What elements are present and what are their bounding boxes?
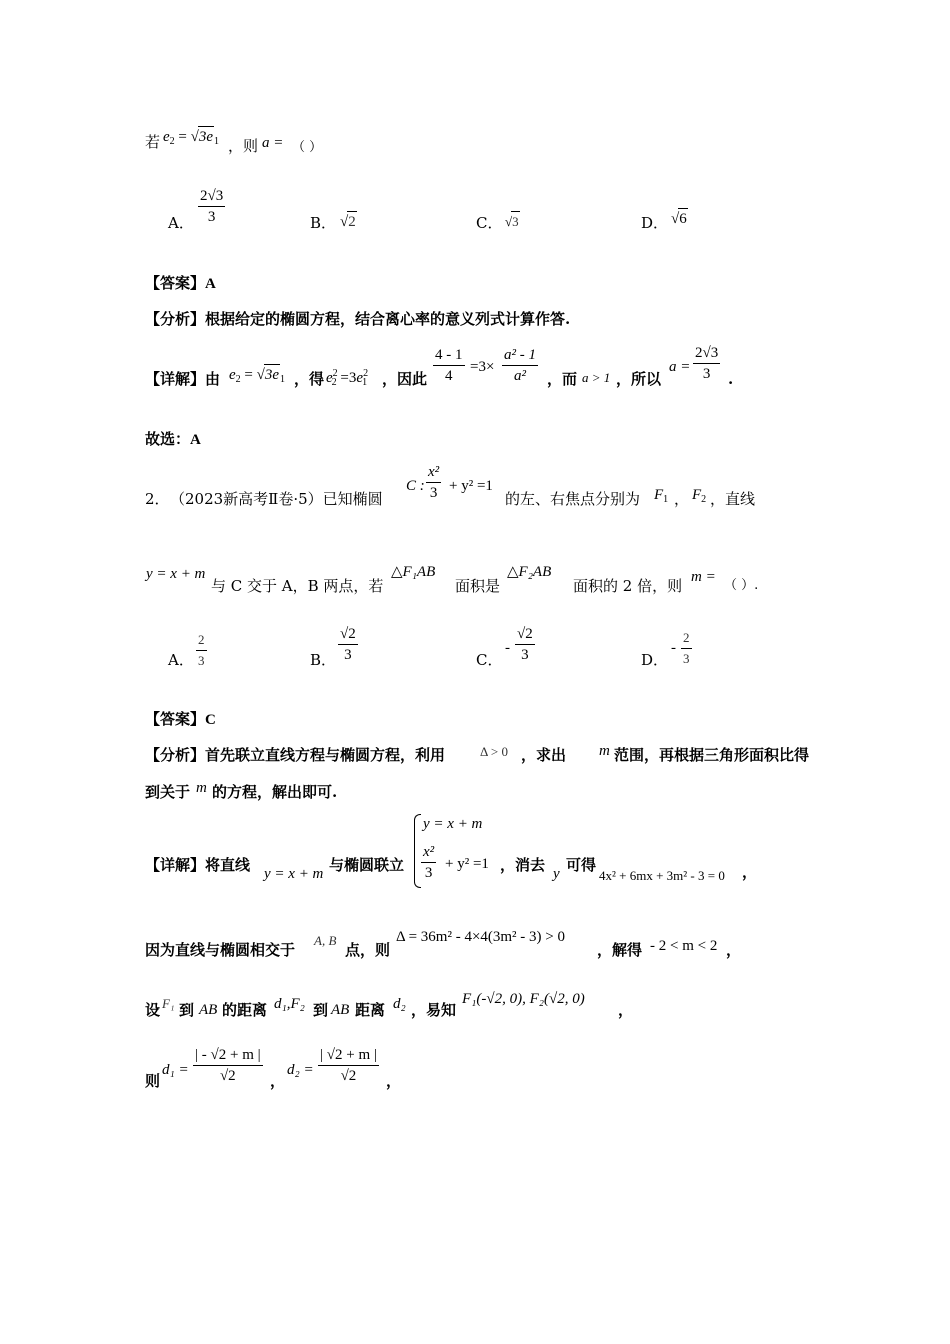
- q2-area-twice: 面积的 2 倍，则: [573, 577, 683, 595]
- q2-F1-var: F₁: [162, 996, 175, 1011]
- q1-detail-label: 【详解】由: [145, 370, 221, 388]
- q1-option-c-label: C．: [476, 214, 503, 232]
- q2-tri1: △F₁AB: [391, 564, 436, 580]
- q2-y-var: y: [553, 866, 560, 882]
- q2-d2-lhs: d₂ =: [287, 1062, 314, 1078]
- q2-m-range: - 2 < m < 2: [650, 938, 718, 954]
- q2-analysis-1b: ，求出: [521, 746, 567, 764]
- q2-option-b-value: $\frac{√2}{3}$: [340, 626, 356, 663]
- q1-option-c-value: √3: [505, 211, 520, 232]
- q2-detail-label: 【详解】将直线: [145, 856, 251, 874]
- q2-intersect: 与 C 交于 A，B 两点，若: [211, 577, 384, 595]
- q1-frac1: $\frac{4 - 1}{4}$: [435, 347, 463, 384]
- q2-d1-frac: $\frac{| - √2 + m |}{√2}$: [195, 1047, 261, 1084]
- q1-option-b-label: B．: [310, 214, 337, 232]
- q1-option-a-label: A．: [168, 214, 194, 232]
- q2-detail-4b: ，: [270, 1072, 286, 1090]
- q2-detail-3g: ，: [618, 1001, 634, 1019]
- q1-option-a-value: $\frac{2√3}{3}$: [200, 188, 224, 225]
- q1-a-eq: a =: [669, 359, 691, 375]
- q1-choose: 故选：A: [145, 430, 201, 448]
- q2-option-c-value: $\frac{√2}{3}$: [517, 626, 533, 663]
- q1-frac2: $\frac{\text{a² - 1}}{\text{a²}}$: [504, 347, 536, 384]
- q2-option-d-label: D．: [641, 651, 669, 669]
- q2-option-a-value: $\frac{2}{3}$: [198, 632, 205, 668]
- q2-sys-tail: + y² =1: [445, 856, 489, 872]
- q2-analysis-line1: 【分析】首先联立直线方程与椭圆方程，利用: [145, 746, 446, 764]
- q2-F2: $F_2$: [692, 487, 707, 505]
- q2-m-eq: m =: [691, 569, 716, 585]
- q2-ellipse: C :: [406, 478, 425, 494]
- q2-detail-3c: 的距离: [222, 1001, 268, 1019]
- q2-detail-3a: 设: [145, 1001, 161, 1019]
- q2-ellipse-tail: + y² =1: [449, 478, 493, 494]
- q2-option-a-label: A．: [168, 651, 194, 669]
- q2-sys-frac: $\frac{\text{x²}}{3}$: [423, 844, 435, 881]
- q2-answer: 【答案】C: [145, 710, 216, 728]
- q2-detail-1e: ，: [742, 863, 758, 881]
- q1-detail-and: ，而: [547, 370, 578, 388]
- q2-analysis-2b: 的方程，解出即可.: [212, 783, 338, 801]
- q1-detail-hence: ，因此: [382, 370, 428, 388]
- q2-quad-eq: 4x² + 6mx + 3m² - 3 = 0: [599, 868, 725, 883]
- q1-paren: （ ）: [292, 140, 323, 155]
- q2-AB-line: AB: [199, 1002, 218, 1018]
- q2-paren: （ ）.: [724, 578, 759, 593]
- q1-condition-line: [145, 132, 160, 152]
- q2-detail-1b: 与椭圆联立: [329, 856, 405, 874]
- q2-analysis-2a: 到关于: [145, 783, 191, 801]
- q2-analysis-1c: 范围，再根据三角形面积比得: [614, 746, 810, 764]
- q2-detail-4a: 则: [145, 1072, 161, 1090]
- q2-sys-top: y = x + m: [423, 816, 483, 832]
- q1-asks: a =: [262, 135, 284, 151]
- q1-prefix: 若: [145, 133, 161, 151]
- q2-option-d-value: $\frac{2}{3}$: [683, 630, 690, 666]
- q2-detail-1c: ，消去: [500, 856, 546, 874]
- q2-detail-3f: ，易知: [411, 1001, 457, 1019]
- q1-answer: 【答案】A: [145, 274, 216, 292]
- q1-a-gt-1: a > 1: [582, 370, 611, 385]
- q2-number: 2．: [145, 490, 170, 508]
- q2-detail-3e: 距离: [355, 1001, 386, 1019]
- q1-option-d-label: D．: [641, 214, 669, 232]
- q2-detail-2b: 点，则: [345, 941, 391, 959]
- q2-line-word: ，直线: [710, 490, 756, 508]
- q2-m-var: m: [599, 743, 610, 759]
- q2-detail-4c: ，: [386, 1072, 402, 1090]
- q2-AB: A, B: [314, 933, 337, 948]
- q2-line-eq: y = x + m: [146, 566, 206, 582]
- q1-detail-get: ，得: [294, 370, 325, 388]
- q2-detail-line: y = x + m: [264, 866, 324, 882]
- q2-m-var-2: m: [196, 780, 207, 796]
- q2-area-is: 面积是: [455, 577, 501, 595]
- q2-ellipse-frac: $\frac{\text{x²}}{3}$: [428, 464, 440, 501]
- q2-detail-3b: 到: [179, 1001, 195, 1019]
- q1-detail-eq1: $e_2 = √3e_1$: [229, 364, 285, 390]
- q2-AB-line2: AB: [331, 1002, 350, 1018]
- q2-source: （2023新高考Ⅱ卷·5）已知椭圆: [170, 490, 383, 508]
- q2-detail-2d: ，: [726, 941, 742, 959]
- q2-foci: F₁(-√2, 0), F₂(√2, 0): [462, 991, 585, 1007]
- q2-text-after: 的左、右焦点分别为: [505, 490, 641, 508]
- q1-analysis: 【分析】根据给定的椭圆方程，结合离心率的意义列式计算作答.: [145, 310, 571, 328]
- q2-option-d-sign: -: [671, 640, 676, 656]
- q2-d1F2: d₁,F₂: [274, 996, 305, 1012]
- q2-detail-2a: 因为直线与椭圆相交于: [145, 941, 296, 959]
- q2-F1: $F_1$: [654, 487, 669, 505]
- q1-then: ，则: [228, 137, 259, 155]
- q2-d1-lhs: d₁ =: [162, 1062, 189, 1078]
- q1-option-b-value: √2: [340, 211, 357, 232]
- q2-detail-3d: 到: [313, 1001, 329, 1019]
- q2-d2-frac: $\frac{| √2 + m |}{√2}$: [320, 1047, 377, 1084]
- q1-condition-eq: $e_2 = √3e_1$: [163, 126, 219, 152]
- q1-option-d-value: √6: [671, 208, 688, 229]
- q1-detail-so: ，所以: [616, 370, 662, 388]
- q2-option-c-sign: -: [505, 640, 510, 656]
- q2-detail-2c: ，解得: [597, 941, 643, 959]
- q2-tri2: △F₂AB: [507, 564, 552, 580]
- q1-eq-3x: =3×: [470, 359, 495, 375]
- q2-option-c-label: C．: [476, 651, 503, 669]
- q1-detail-end: .: [728, 370, 734, 388]
- q2-delta-gt: Δ > 0: [480, 744, 508, 759]
- q1-detail-eq2: $e^2_2 =3e^2_1$: [326, 368, 369, 388]
- q1-result: $\frac{2√3}{3}$: [695, 345, 719, 382]
- q2-system-brace: [414, 814, 421, 888]
- q2-detail-1d: 可得: [566, 856, 597, 874]
- q2-option-b-label: B．: [310, 651, 337, 669]
- q2-d2: d₂: [393, 996, 406, 1012]
- q2-disc: Δ = 36m² - 4×4(3m² - 3) > 0: [396, 929, 566, 945]
